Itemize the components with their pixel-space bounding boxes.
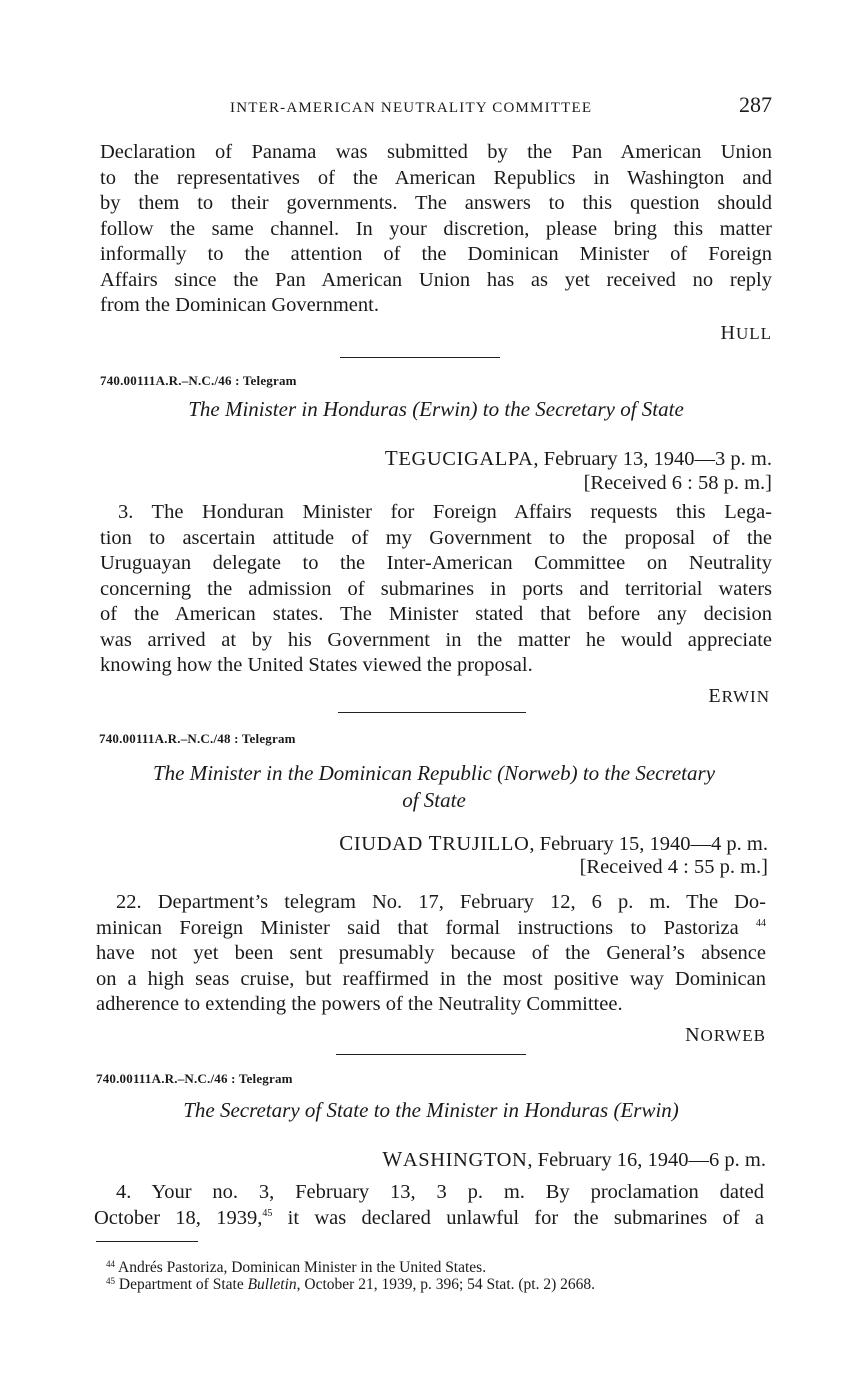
telegram-body bbox=[94, 1180, 764, 1231]
text-line: adherence to extending the powers of the Neutrality Committee. bbox=[96, 993, 623, 1015]
text-line: concerning the admission of submarines in ports and territorial waters bbox=[100, 577, 772, 600]
document-heading: The Minister in Honduras (Erwin) to the Secretary of State bbox=[188, 397, 684, 421]
footnote-45: $^{45}$ Department of State Bulletin, October 21, 1939, p. 396; 54 Stat. (pt. 2) 2668. bbox=[106, 1276, 596, 1293]
text-line: minican Foreign Minister said that formal instructions to Pastoriza $^{44}$ bbox=[96, 916, 767, 939]
text-line: of the American states. The Minister stated that before any decision bbox=[100, 603, 772, 625]
telegram-body bbox=[96, 890, 766, 1018]
text-line: on a high seas cruise, but reaffirmed in the most positive way Dominican bbox=[96, 967, 766, 990]
section-divider bbox=[338, 712, 526, 713]
text-line: tion to ascertain attitude of my Government to the proposal of the bbox=[100, 526, 772, 549]
section-divider bbox=[340, 357, 500, 358]
signature-hull: HULL bbox=[720, 322, 772, 344]
page-number: 287 bbox=[739, 92, 772, 117]
section-divider bbox=[336, 1054, 526, 1055]
text-line: Declaration of Panama was submitted by the Pan American Union bbox=[100, 141, 772, 163]
text-line: knowing how the United States viewed the proposal. bbox=[100, 654, 533, 676]
document-heading: The Secretary of State to the Minister in Honduras (Erwin) bbox=[183, 1098, 679, 1122]
text-line: follow the same channel. In your discretion, please bring this matter bbox=[100, 217, 772, 240]
text-line: October 18, 1939,45 it was declared unlawful for the submarines of a bbox=[94, 1206, 764, 1229]
continuation-paragraph bbox=[100, 140, 772, 319]
text-line: Affairs since the Pan American Union has as yet received no reply bbox=[100, 268, 772, 291]
received-time: [Received 4 : 55 p. m.] bbox=[579, 856, 768, 878]
dateline: TEGUCIGALPA, February 13, 1940—3 p. m. bbox=[384, 446, 772, 470]
signature-erwin: ERWIN bbox=[708, 685, 770, 707]
dateline: CIUDAD TRUJILLO, February 15, 1940—4 p. m. bbox=[339, 831, 768, 855]
footnote-44: $^{44}$ Andrés Pastoriza, Dominican Minister in the United States. bbox=[106, 1259, 487, 1276]
text-line: have not yet been sent presumably because of the General’s absence bbox=[96, 942, 766, 964]
file-number: 740.00111A.R.–N.C./46 : Telegram bbox=[100, 373, 297, 388]
text-line: to the representatives of the American Republics in Washington and bbox=[100, 166, 772, 189]
text-line: was arrived at by his Government in the matter he would appreciate bbox=[100, 628, 772, 651]
text-line: 4. Your no. 3, February 13, 3 p. m. By proclamation dated bbox=[116, 1181, 764, 1203]
telegram-body bbox=[100, 500, 772, 679]
footnote-ref-45: 45 bbox=[262, 1207, 273, 1219]
document-heading: The Minister in the Dominican Republic (Norweb) to the Secretary of State bbox=[152, 761, 716, 812]
text-line: Uruguayan delegate to the Inter-American Committee on Neutrality bbox=[100, 552, 772, 574]
file-number: 740.00111A.R.–N.C./46 : Telegram bbox=[96, 1071, 293, 1086]
running-title: INTER-AMERICAN NEUTRALITY COMMITTEE bbox=[230, 100, 593, 116]
footnote-ref-44: 44 bbox=[756, 917, 767, 929]
signature-norweb: NORWEB bbox=[685, 1024, 766, 1046]
dateline: WASHINGTON, February 16, 1940—6 p. m. bbox=[382, 1147, 766, 1171]
text-line: from the Dominican Government. bbox=[100, 294, 379, 316]
text-line: 22. Department’s telegram No. 17, February 12, 6 p. m. The Do- bbox=[116, 891, 766, 913]
text-line: by them to their governments. The answers to this question should bbox=[100, 192, 772, 214]
text-line: informally to the attention of the Dominican Minister of Foreign bbox=[100, 243, 772, 265]
file-number: 740.00111A.R.–N.C./48 : Telegram bbox=[99, 731, 296, 746]
footnote-divider bbox=[96, 1241, 198, 1242]
text-line: 3. The Honduran Minister for Foreign Affairs requests this Lega- bbox=[118, 501, 772, 523]
received-time: [Received 6 : 58 p. m.] bbox=[583, 472, 772, 494]
